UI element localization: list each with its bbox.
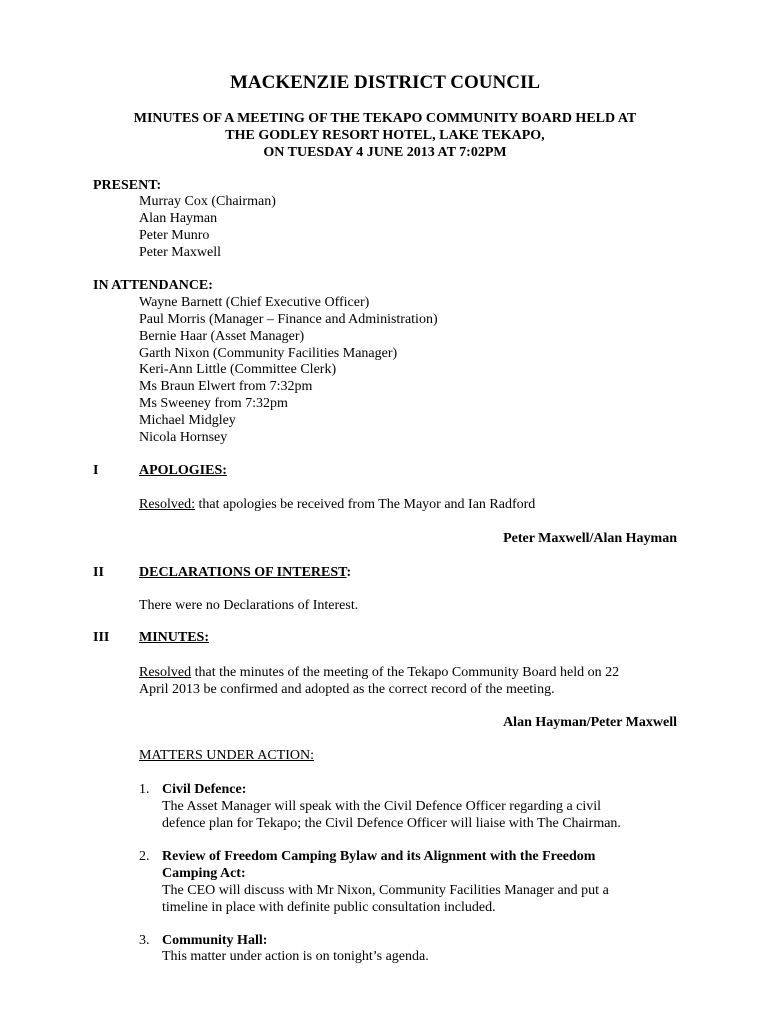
attendance-member: Bernie Haar (Asset Manager) — [139, 329, 305, 344]
present-label: PRESENT: — [93, 178, 162, 193]
meeting-subtitle-line-2: THE GODLEY RESORT HOTEL, LAKE TEKAPO, — [225, 128, 545, 143]
declarations-text: There were no Declarations of Interest. — [139, 598, 359, 613]
attendance-member: Garth Nixon (Community Facilities Manager) — [139, 346, 398, 361]
present-member: Peter Maxwell — [139, 245, 222, 260]
item-number: 3. — [139, 933, 150, 948]
item-body-line: This matter under action is on tonight’s agenda. — [162, 949, 429, 964]
resolution-text: that apologies be received from The Mayor and Ian Radford — [195, 497, 536, 512]
attendance-member: Ms Braun Elwert from 7:32pm — [139, 379, 313, 394]
item-body-line: The CEO will discuss with Mr Nixon, Community Facilities Manager and put a — [162, 883, 609, 898]
section-numeral: II — [93, 565, 104, 580]
minutes-resolution-line-2: April 2013 be confirmed and adopted as the correct record of the meeting. — [139, 682, 555, 697]
present-member: Peter Munro — [139, 228, 210, 243]
mover-seconder: Peter Maxwell/Alan Hayman — [503, 531, 677, 546]
meeting-subtitle-line-1: MINUTES OF A MEETING OF THE TEKAPO COMMUNITY BOARD HELD AT — [133, 111, 637, 126]
mover-seconder: Alan Hayman/Peter Maxwell — [503, 715, 677, 730]
attendance-member: Ms Sweeney from 7:32pm — [139, 396, 288, 411]
minutes-resolution-line-1 — [139, 664, 619, 681]
section-heading-minutes: MINUTES: — [139, 630, 210, 645]
section-numeral: III — [93, 630, 110, 645]
resolved-label: Resolved: — [139, 497, 195, 512]
item-title: Camping Act: — [162, 866, 246, 881]
item-body-line: timeline in place with definite public consultation included. — [162, 900, 496, 915]
present-member: Murray Cox (Chairman) — [139, 194, 276, 209]
item-title: Community Hall: — [162, 933, 268, 948]
item-body-line: The Asset Manager will speak with the Civil Defence Officer regarding a civil — [162, 799, 602, 814]
attendance-member: Wayne Barnett (Chief Executive Officer) — [139, 295, 370, 310]
meeting-subtitle-line-3: ON TUESDAY 4 JUNE 2013 AT 7:02PM — [263, 145, 507, 160]
section-numeral: I — [93, 463, 99, 478]
item-number: 1. — [139, 782, 150, 797]
heading-suffix: : — [346, 565, 352, 580]
item-title: Review of Freedom Camping Bylaw and its Alignment with the Freedom — [162, 849, 596, 864]
resolution-text: that the minutes of the meeting of the Tekapo Community Board held on 22 — [191, 665, 620, 680]
resolved-label: Resolved — [139, 665, 192, 680]
attendance-label: IN ATTENDANCE: — [93, 278, 213, 293]
item-number: 2. — [139, 849, 150, 864]
document-title: MACKENZIE DISTRICT COUNCIL — [229, 72, 541, 93]
attendance-member: Paul Morris (Manager – Finance and Administration) — [139, 312, 438, 327]
item-body-line: defence plan for Tekapo; the Civil Defence Officer will liaise with The Chairman. — [162, 816, 621, 831]
item-title: Civil Defence: — [162, 782, 247, 797]
section-heading-apologies: APOLOGIES: — [139, 463, 227, 478]
heading-text: DECLARATIONS OF INTEREST — [139, 565, 347, 580]
attendance-member: Keri-Ann Little (Committee Clerk) — [139, 362, 337, 377]
attendance-member: Nicola Hornsey — [139, 430, 228, 445]
section-heading-declarations — [139, 564, 351, 581]
attendance-member: Michael Midgley — [139, 413, 236, 428]
present-member: Alan Hayman — [139, 211, 218, 226]
matters-under-action-label: MATTERS UNDER ACTION: — [139, 748, 315, 763]
apologies-resolution — [139, 496, 535, 513]
